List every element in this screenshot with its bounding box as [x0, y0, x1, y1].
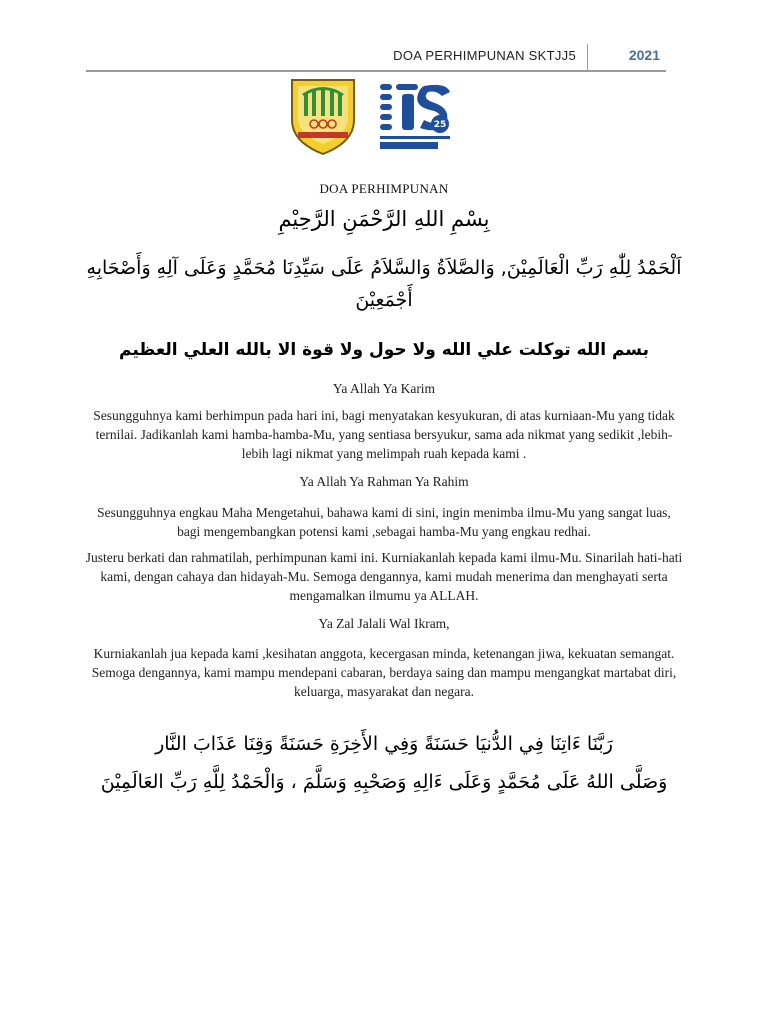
header-divider	[587, 44, 588, 70]
logo-row	[288, 76, 488, 156]
header-year: 2021	[628, 47, 660, 63]
tawakkal-text: بسم الله توكلت علي الله ولا حول ولا قوة الا بالله العلي العظيم	[119, 340, 649, 360]
salutation-2: Ya Allah Ya Rahman Ya Rahim	[299, 474, 469, 489]
page-header	[86, 44, 666, 72]
school-crest-logo	[288, 76, 358, 156]
svg-text:25: 25	[433, 120, 447, 130]
salawat-closing-text: وَصَلَّى اللهُ عَلَى مُحَمَّدٍ وَعَلَى ءَالِهِ وَصَحْبِهِ وَسَلَّمَ ، وَالْحَمْدُ لِلَّهِ رَبِّ العَالَمِيْنَ	[100, 771, 668, 793]
paragraph-4: Kurniakanlah jua kepada kami ,kesihatan anggota, kecergasan minda, ketenangan jiwa, kekuatan semangat. Semoga dengannya, kami mampu mendepani cabaran, berdaya saing dan mampu mengangkat martabat diri, keluarga, masyarakat dan negara.	[91, 646, 677, 699]
rabbana-text: رَبَّنَا ءَاتِنَا فِي الدُّنيَا حَسَنَةً وَفِي الأَخِرَةِ حَسَنَةً وَقِنَا عَذَابَ النَّار	[155, 733, 613, 755]
ts25-logo	[376, 80, 454, 154]
salutation-1: Ya Allah Ya Karim	[332, 381, 436, 396]
basmalah-text: بِسْمِ اللهِ الرَّحْمَنِ الرَّحِيْمِ	[278, 207, 490, 231]
salutation-3: Ya Zal Jalali Wal Ikram,	[318, 616, 450, 631]
paragraph-2: Sesungguhnya engkau Maha Mengetahui, bahawa kami di sini, ingin menimba ilmu-Mu yang sangat luas, bagi mengembangkan potensi kami ,sebagai hamba-Mu yang engkau redhai.	[97, 505, 671, 539]
header-title: DOA PERHIMPUNAN SKTJJ5	[393, 48, 576, 63]
paragraph-1: Sesungguhnya kami berhimpun pada hari ini, bagi menyatakan kesyukuran, di atas kurniaan-Mu yang tidak ternilai. Jadikanlah kami hamba-hamba-Mu, yang sentiasa bersyukur, sama ada nikmat yang sedikit ,lebih-lebih lagi nikmat yang melimpah ruah kepada kami .	[93, 408, 675, 461]
paragraph-3: Justeru berkati dan rahmatilah, perhimpunan kami ini. Kurniakanlah kepada kami ilmu-Mu. Sinarilah hati-hati kami, dengan cahaya dan hidayah-Mu. Semoga dengannya, kami mudah menerima dan menghayati serta mengamalkan ilmumu ya ALLAH.	[85, 550, 683, 603]
document-title: DOA PERHIMPUNAN	[319, 181, 449, 196]
hamd-text: اَلْحَمْدُ لِلّٰهِ رَبِّ الْعَالَمِيْنَ, وَالصَّلاَةُ وَالسَّلاَمُ عَلَى سَيِّدِنَا مُحَمَّدٍ وَعَلَى آلِهِ وَأَصْحَابِهِ أَجْمَعِيْنَ	[86, 257, 682, 311]
